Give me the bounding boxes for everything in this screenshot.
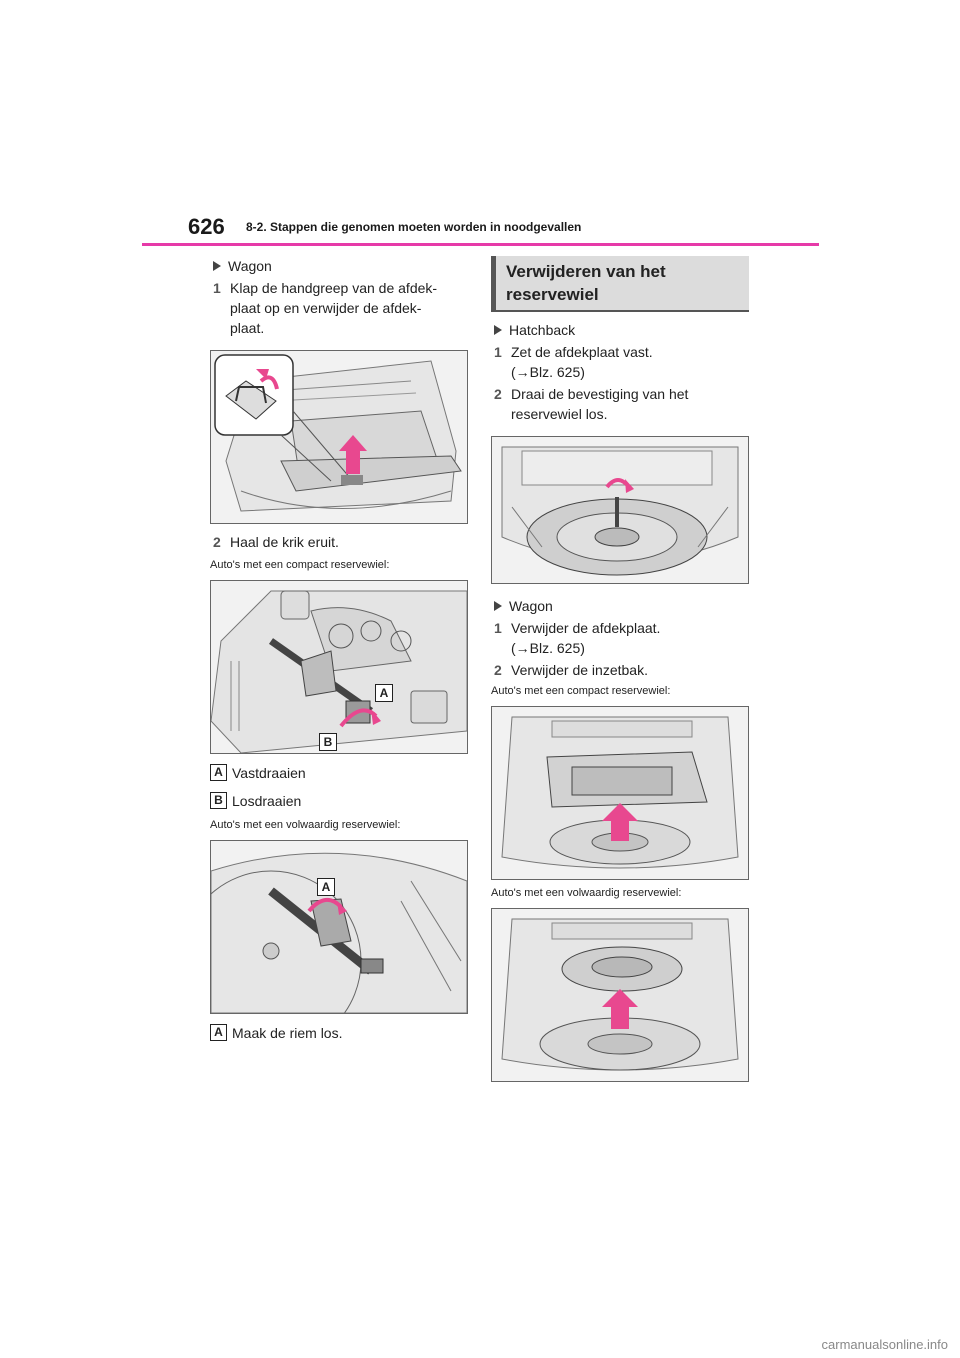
chapter-title: 8-2. Stappen die genomen moeten worden in noodgevallen xyxy=(246,220,582,234)
hatchback-step-2: 2 Draai de bevestiging van het reservewiel los. xyxy=(494,386,689,422)
compact-spare-note: Auto's met een compact reservewiel: xyxy=(210,559,390,571)
callout-a: A xyxy=(375,684,393,702)
left-column xyxy=(210,256,468,1042)
legend-a: A Vastdraaien xyxy=(210,764,468,782)
wagon-heading-right: Wagon xyxy=(491,596,749,616)
watermark: carmanualsonline.info xyxy=(821,1337,948,1352)
wagon-heading: Wagon xyxy=(210,256,468,276)
callout-b: B xyxy=(319,733,337,751)
figure-jack-full xyxy=(210,840,468,1014)
wagon-step-2: 2 Verwijder de inzetbak. xyxy=(494,662,648,678)
hatchback-step-1: 1 Zet de afdekplaat vast. (→Blz. 625) xyxy=(494,344,653,380)
figure-jack-compact xyxy=(210,580,468,754)
figure-hatchback-spare xyxy=(491,436,749,584)
callout-a-full: A xyxy=(317,878,335,896)
full-spare-note: Auto's met een volwaardig reservewiel: xyxy=(210,819,401,831)
hatchback-heading: Hatchback xyxy=(491,320,749,340)
figure-wagon-cover-removal xyxy=(210,350,468,524)
figure-wagon-tray-full xyxy=(491,908,749,1082)
header-rule xyxy=(142,243,819,246)
right-column xyxy=(491,256,749,1082)
triangle-bullet-icon xyxy=(494,601,502,611)
triangle-bullet-icon xyxy=(213,261,221,271)
full-spare-note-right: Auto's met een volwaardig reservewiel: xyxy=(491,887,682,899)
triangle-bullet-icon xyxy=(494,325,502,335)
compact-spare-note-right: Auto's met een compact reservewiel: xyxy=(491,685,671,697)
section-heading: Verwijderen van het reservewiel xyxy=(491,256,749,312)
figure-wagon-tray-compact xyxy=(491,706,749,880)
step-2: 2 Haal de krik eruit. xyxy=(213,534,339,550)
wagon-step-1: 1 Verwijder de afdekplaat. (→Blz. 625) xyxy=(494,620,661,656)
legend-b: B Losdraaien xyxy=(210,792,468,810)
page-number: 626 xyxy=(188,214,225,239)
step-1: 1 Klap de handgreep van de afdek- plaat op en verwijder de afdek- plaat. xyxy=(213,280,438,336)
legend-a-strap: A Maak de riem los. xyxy=(210,1024,468,1042)
